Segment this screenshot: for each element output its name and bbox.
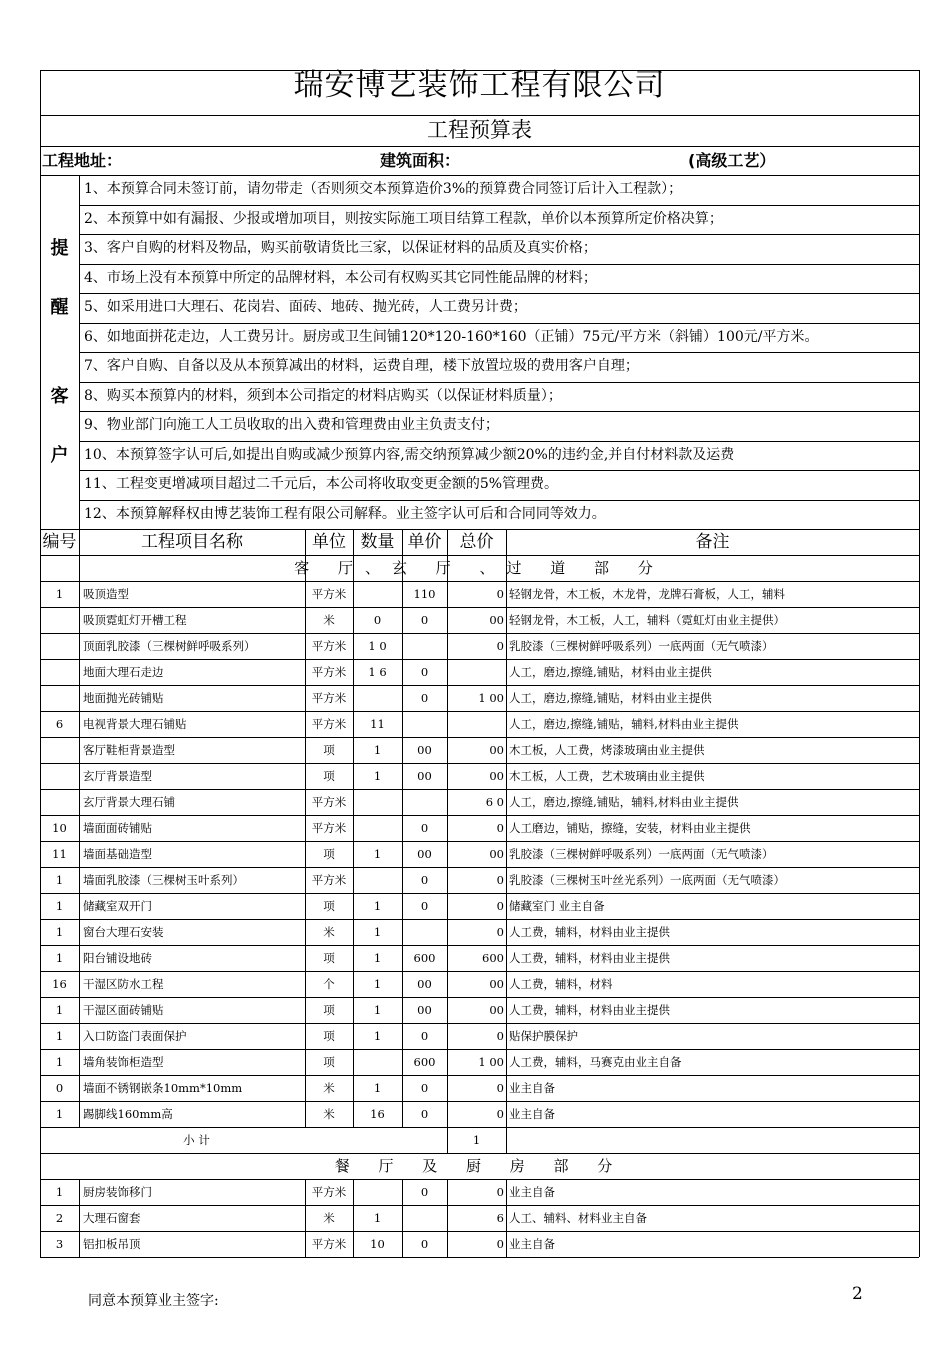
reminder-note: 9、物业部门向施工人工员收取的出入费和管理费由业主负责支付； [84,417,499,433]
subtotal-value: 1 [472,1133,481,1147]
company-name: 瑞安博艺装饰工程有限公司 [293,68,666,103]
grid-line [305,1179,306,1257]
item-remark: 木工板，人工费，烤漆玻璃由业主提供 [509,743,705,757]
item-remark: 业主自备 [509,1107,555,1121]
item-unit-price: 0 [420,1185,429,1199]
item-unit: 项 [323,1029,335,1043]
row-number: 1 [55,1055,64,1069]
item-unit-price: 0 [420,1081,429,1095]
item-total: 0 [496,1107,504,1121]
item-unit: 平方米 [311,691,347,705]
item-total: 00 [489,1003,504,1017]
item-total: 0 [496,873,504,887]
item-quantity: 1 [373,977,382,991]
grid-line [40,70,919,71]
column-header-total: 总价 [459,532,494,552]
item-remark: 人工费，辅料，马赛克由业主自备 [509,1055,682,1069]
item-total [447,711,504,737]
side-label: 提 [50,238,69,259]
item-quantity: 1 0 [368,639,387,653]
item-remark: 业主自备 [509,1185,555,1199]
item-name: 吸顶霓虹灯开槽工程 [83,613,187,627]
item-name: 踢脚线160mm高 [83,1107,173,1121]
item-remark: 人工，磨边,擦缝,铺贴，辅料,材料由业主提供 [509,717,739,731]
item-total: 00 [489,743,504,757]
item-unit-price: 00 [417,1003,432,1017]
item-unit-price: 0 [420,1029,429,1043]
item-quantity [353,1049,402,1075]
item-unit-price: 600 [413,951,436,965]
item-remark: 人工磨边，铺贴，擦缝，安装，材料由业主提供 [509,821,751,835]
column-header-name: 工程项目名称 [141,532,243,552]
item-unit-price: 110 [413,587,436,601]
column-header-unit: 单位 [312,532,346,552]
row-number [40,633,79,659]
grid-line [40,1257,919,1258]
item-name: 干湿区面砖铺贴 [83,1003,164,1017]
row-number: 3 [55,1237,64,1251]
item-total: 1 00 [478,691,504,705]
item-name: 大理石窗套 [83,1211,141,1225]
item-unit-price: 00 [417,769,432,783]
grid-line [353,529,354,1127]
row-number: 1 [55,1003,64,1017]
reminder-note: 11、工程变更增减项目超过二千元后，本公司将收取变更金额的5%管理费。 [84,476,559,492]
reminder-note: 8、购买本预算内的材料，须到本公司指定的材料店购买（以保证材料质量）； [84,387,562,404]
item-remark: 人工费，辅料，材料由业主提供 [509,1003,670,1017]
item-total: 0 [496,1081,504,1095]
reminder-note: 5、如采用进口大理石、花岗岩、面砖、地砖、抛光砖，人工费另计费； [84,299,527,315]
item-quantity: 1 [373,899,382,913]
item-total: 0 [496,1029,504,1043]
item-total: 0 [496,587,504,601]
reminder-note: 6、如地面拼花走边，人工费另计。厨房或卫生间铺120*120-160*160（正铺）75元/平方米（斜铺）100元/平方米。 [84,328,819,345]
address-label: 工程地址： [42,151,123,170]
item-remark: 乳胶漆（三棵树鲜呼吸系列）一底两面（无气喷漆） [509,847,774,861]
item-unit-price: 0 [420,899,429,913]
item-remark: 业主自备 [509,1081,555,1095]
item-quantity [353,867,402,893]
item-unit: 项 [323,1055,335,1069]
item-quantity: 1 [373,1029,382,1043]
item-unit: 平方米 [311,587,347,601]
item-total [447,659,504,685]
grid-line [402,1179,403,1257]
item-name: 铝扣板吊顶 [83,1237,141,1251]
column-header-no: 编号 [42,532,77,552]
owner-signature-label: 同意本预算业主签字: [88,1293,219,1309]
row-number [40,737,79,763]
item-total: 00 [489,977,504,991]
item-quantity: 1 [373,1211,382,1225]
item-unit: 平方米 [311,717,347,731]
item-unit: 项 [323,847,335,861]
item-name: 阳台铺设地砖 [83,951,152,965]
reminder-note: 4、市场上没有本预算中所定的品牌材料，本公司有权购买其它同性能品牌的材料； [84,269,597,286]
section-title: 餐 厅 及 厨 房 部 分 [334,1157,625,1175]
grid-line [506,1179,507,1257]
subtotal-label: 小 计 [183,1133,210,1147]
item-unit-price: 0 [420,1107,429,1121]
item-unit: 项 [323,951,335,965]
row-number: 0 [55,1081,64,1095]
reminder-note: 7、客户自购、自备以及从本预算减出的材料，运费自理，楼下放置垃圾的费用客户自理； [84,358,639,374]
item-unit: 项 [323,1003,335,1017]
reminder-note: 2、本预算中如有漏报、少报或增加项目，则按实际施工项目结算工程款，单价以本预算所定价格决算； [84,210,723,227]
item-name: 墙面面砖铺贴 [83,821,152,835]
item-quantity: 1 [373,925,382,939]
item-unit-price: 600 [413,1055,436,1069]
row-number: 2 [55,1211,64,1225]
item-unit-price [402,633,447,659]
grid-line [40,70,41,1257]
item-unit: 平方米 [311,1237,347,1251]
grid-line [402,529,403,1127]
item-name: 地面大理石走边 [83,665,164,679]
grid-line [79,1179,80,1257]
item-quantity: 1 [373,743,382,757]
column-header-price: 单价 [407,532,442,552]
item-name: 玄厅背景造型 [83,769,152,783]
grid-line [353,1179,354,1257]
grid-line [79,175,80,529]
area-label: 建筑面积： [380,151,461,170]
item-quantity: 1 [373,769,382,783]
item-quantity: 1 [373,1003,382,1017]
row-number: 1 [55,1185,64,1199]
row-number: 1 [55,873,64,887]
item-remark: 人工、辅料、材料业主自备 [509,1211,647,1225]
item-name: 厨房装饰移门 [83,1185,152,1199]
row-number [40,763,79,789]
item-unit: 平方米 [311,821,347,835]
item-name: 干湿区防水工程 [83,977,164,991]
section-title: 客 厅、玄 厅 、过 道 部 分 [294,559,665,577]
side-label: 醒 [50,297,69,318]
item-unit-price: 0 [420,821,429,835]
row-number: 1 [55,1029,64,1043]
item-total: 6 0 [485,795,504,809]
grid-line [447,529,448,1127]
item-name: 顶面乳胶漆（三棵树鲜呼吸系列） [83,639,256,653]
item-total: 00 [489,613,504,627]
item-total: 600 [482,951,504,965]
item-name: 墙角装饰柜造型 [83,1055,164,1069]
item-quantity: 16 [370,1107,385,1121]
item-quantity [353,581,402,607]
item-total: 00 [489,847,504,861]
item-name: 地面抛光砖铺贴 [83,691,164,705]
item-total: 00 [489,769,504,783]
grid-line [919,70,920,1257]
item-quantity [353,789,402,815]
item-remark: 乳胶漆（三棵树玉叶丝光系列）一底两面（无气喷漆） [509,873,785,887]
item-quantity [353,685,402,711]
item-unit-price: 00 [417,847,432,861]
item-remark: 乳胶漆（三棵树鲜呼吸系列）一底两面（无气喷漆） [509,639,774,653]
grid-line [506,529,507,1127]
item-remark: 业主自备 [509,1237,555,1251]
row-number: 11 [52,847,67,861]
reminder-note: 3、客户自购的材料及物品，购买前敬请货比三家，以保证材料的品质及真实价格； [84,240,597,256]
item-unit: 米 [323,1211,335,1225]
row-number [40,685,79,711]
item-name: 客厅鞋柜背景造型 [83,743,175,757]
item-unit: 平方米 [311,665,347,679]
item-unit-price [402,919,447,945]
reminder-note: 12、本预算解释权由博艺装饰工程有限公司解释。业主签字认可后和合同同等效力。 [84,505,606,522]
item-unit: 米 [323,613,335,627]
item-quantity: 1 [373,847,382,861]
grid-line [305,529,306,1127]
item-name: 电视背景大理石铺贴 [83,717,187,731]
item-unit-price [402,789,447,815]
item-unit: 平方米 [311,795,347,809]
row-number [40,659,79,685]
item-total: 0 [496,899,504,913]
item-remark: 轻钢龙骨，木工板，人工，辅料（霓虹灯由业主提供） [509,613,785,627]
item-unit: 平方米 [311,1185,347,1199]
row-number: 1 [55,1107,64,1121]
item-unit: 米 [323,925,335,939]
item-remark: 人工，磨边,擦缝,铺贴，辅料,材料由业主提供 [509,795,739,809]
item-unit: 平方米 [311,873,347,887]
item-name: 储藏室双开门 [83,899,152,913]
item-unit-price: 00 [417,977,432,991]
item-remark: 木工板，人工费，艺术玻璃由业主提供 [509,769,705,783]
item-unit-price: 0 [420,691,429,705]
item-remark: 储藏室门 业主自备 [509,899,605,913]
item-unit: 项 [323,899,335,913]
item-name: 墙面不锈钢嵌条10mm*10mm [83,1081,243,1095]
reminder-note: 10、本预算签字认可后,如提出自购或减少预算内容,需交纳预算减少额20%的违约金,并自付材料款及运费 [84,446,735,463]
item-remark: 轻钢龙骨，木工板，木龙骨，龙牌石膏板，人工，辅料 [509,587,785,601]
item-total: 0 [496,1237,504,1251]
item-unit-price [402,1205,447,1231]
item-quantity: 1 [373,951,382,965]
item-unit-price: 0 [420,665,429,679]
item-total: 6 [496,1211,504,1225]
item-name: 窗台大理石安装 [83,925,164,939]
item-remark: 人工费，辅料，材料由业主提供 [509,951,670,965]
item-total: 1 00 [478,1055,504,1069]
row-number [40,607,79,633]
item-unit-price [402,711,447,737]
item-remark: 人工费，辅料，材料 [509,977,613,991]
item-name: 吸顶造型 [83,587,129,601]
item-unit: 项 [323,743,335,757]
item-quantity: 0 [373,613,382,627]
item-name: 墙面乳胶漆（三棵树玉叶系列） [83,873,244,887]
item-remark: 人工，磨边,擦缝,铺贴，材料由业主提供 [509,665,712,679]
row-number: 1 [55,587,64,601]
row-number: 10 [52,821,67,835]
item-unit: 平方米 [311,639,347,653]
reminder-note: 1、本预算合同未签订前，请勿带走（否则须交本预算造价3%的预算费合同签订后计入工程款）； [84,181,683,197]
item-quantity [353,815,402,841]
item-name: 入口防盗门表面保护 [83,1029,187,1043]
item-total: 0 [496,821,504,835]
row-number [40,789,79,815]
grid-line [506,1127,507,1153]
grade-label: (高级工艺） [688,151,776,170]
item-unit: 项 [323,769,335,783]
budget-title: 工程预算表 [427,118,532,142]
item-quantity [353,1179,402,1205]
row-number: 1 [55,899,64,913]
row-number: 1 [55,951,64,965]
page-number: 2 [852,1284,863,1304]
row-number: 6 [55,717,64,731]
item-quantity: 11 [370,717,385,731]
item-name: 墙面基础造型 [83,847,152,861]
item-unit: 米 [323,1107,335,1121]
item-unit-price: 0 [420,613,429,627]
item-unit: 米 [323,1081,335,1095]
item-quantity: 1 6 [368,665,387,679]
item-quantity: 10 [370,1237,385,1251]
item-remark: 人工，磨边,擦缝,铺贴，材料由业主提供 [509,691,712,705]
item-remark: 贴保护膜保护 [509,1029,578,1043]
side-label: 客 [50,385,69,407]
item-remark: 人工费，辅料，材料由业主提供 [509,925,670,939]
grid-line [79,529,80,1127]
side-label: 户 [50,444,69,466]
item-unit-price: 0 [420,1237,429,1251]
item-unit: 个 [323,977,335,991]
grid-line [447,1127,448,1153]
row-number: 1 [55,925,64,939]
column-header-remark: 备注 [695,532,730,552]
item-name: 玄厅背景大理石铺 [83,795,175,809]
item-total: 0 [496,639,504,653]
item-total: 0 [496,1185,504,1199]
grid-line [447,1179,448,1257]
item-unit-price: 0 [420,873,429,887]
item-quantity: 1 [373,1081,382,1095]
item-unit-price: 00 [417,743,432,757]
row-number: 16 [52,977,67,991]
item-total: 0 [496,925,504,939]
column-header-qty: 数量 [360,532,395,552]
